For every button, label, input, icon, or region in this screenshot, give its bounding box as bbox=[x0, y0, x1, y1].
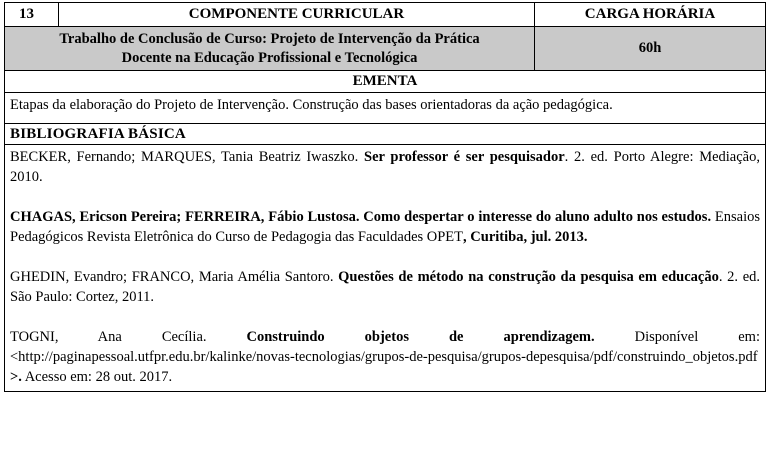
course-row bbox=[5, 27, 766, 71]
component-number: 13 bbox=[5, 3, 59, 27]
ementa-body-row bbox=[5, 93, 766, 124]
ref2-normal-part: Ensaios Pedagógicos Revista Eletrônica do Curso de Pedagogia das Faculdades OPET bbox=[10, 209, 760, 245]
hours-label: CARGA HORÁRIA bbox=[535, 3, 766, 27]
ref4-url: <http://paginapessoal.utfpr.edu.br/kalinke/novas-tecnologias/grupos-de-pesquisa/grupos-depesquisa/pdf/construindo_objetos.pdf bbox=[10, 349, 758, 365]
bibliografia-list bbox=[5, 145, 766, 392]
ementa-text: Etapas da elaboração do Projeto de Intervenção. Construção das bases orientadoras da ação pedagógica. bbox=[5, 93, 766, 124]
bibliografia-heading: BIBLIOGRAFIA BÁSICA bbox=[5, 124, 766, 145]
ref2-bold-part: CHAGAS, Ericson Pereira; FERREIRA, Fábio Lustosa. Como despertar o interesse do aluno adulto nos estudos. bbox=[10, 209, 712, 225]
ementa-heading-row bbox=[5, 71, 766, 93]
ref4-access: Acesso em: 28 out. 2017. bbox=[21, 369, 173, 385]
course-title-line2: Docente na Educação Profissional e Tecnológica bbox=[121, 49, 418, 66]
bibliografia-body-row bbox=[5, 145, 766, 392]
reference-ghedin bbox=[10, 267, 760, 307]
ementa-heading: EMENTA bbox=[5, 71, 766, 93]
ref1-title: Ser professor é ser pesquisador bbox=[364, 149, 565, 165]
reference-togni bbox=[10, 327, 760, 387]
ref4-avail: Disponível em: bbox=[594, 329, 760, 345]
course-title-line1: Trabalho de Conclusão de Curso: Projeto de Intervenção da Prática bbox=[59, 30, 480, 47]
course-title bbox=[5, 27, 535, 71]
ref1-rest: . 2. ed. Porto Alegre: Mediação, 2010. bbox=[10, 149, 760, 185]
ref3-title: Questões de método na construção da pesquisa em educação bbox=[338, 269, 719, 285]
curriculum-document bbox=[4, 2, 765, 392]
ref4-authors: TOGNI, Ana Cecília. bbox=[10, 329, 247, 345]
ref3-authors: GHEDIN, Evandro; FRANCO, Maria Amélia Santoro. bbox=[10, 269, 339, 285]
ref4-first-line bbox=[10, 327, 760, 347]
ref4-title: Construindo objetos de aprendizagem. bbox=[246, 329, 595, 345]
course-hours: 60h bbox=[535, 27, 766, 71]
ref3-rest: . 2. ed. São Paulo: Cortez, 2011. bbox=[10, 269, 761, 305]
reference-chagas bbox=[10, 207, 760, 247]
ref2-bold-end: , Curitiba, jul. 2013. bbox=[463, 229, 588, 245]
ref1-authors: BECKER, Fernando; MARQUES, Tania Beatriz Iwaszko. bbox=[10, 149, 365, 165]
ref4-url-close: >. bbox=[10, 369, 22, 385]
bibliografia-heading-row bbox=[5, 124, 766, 145]
reference-becker bbox=[10, 147, 760, 187]
curriculum-table bbox=[4, 2, 766, 392]
header-row bbox=[5, 3, 766, 27]
component-label: COMPONENTE CURRICULAR bbox=[59, 3, 535, 27]
